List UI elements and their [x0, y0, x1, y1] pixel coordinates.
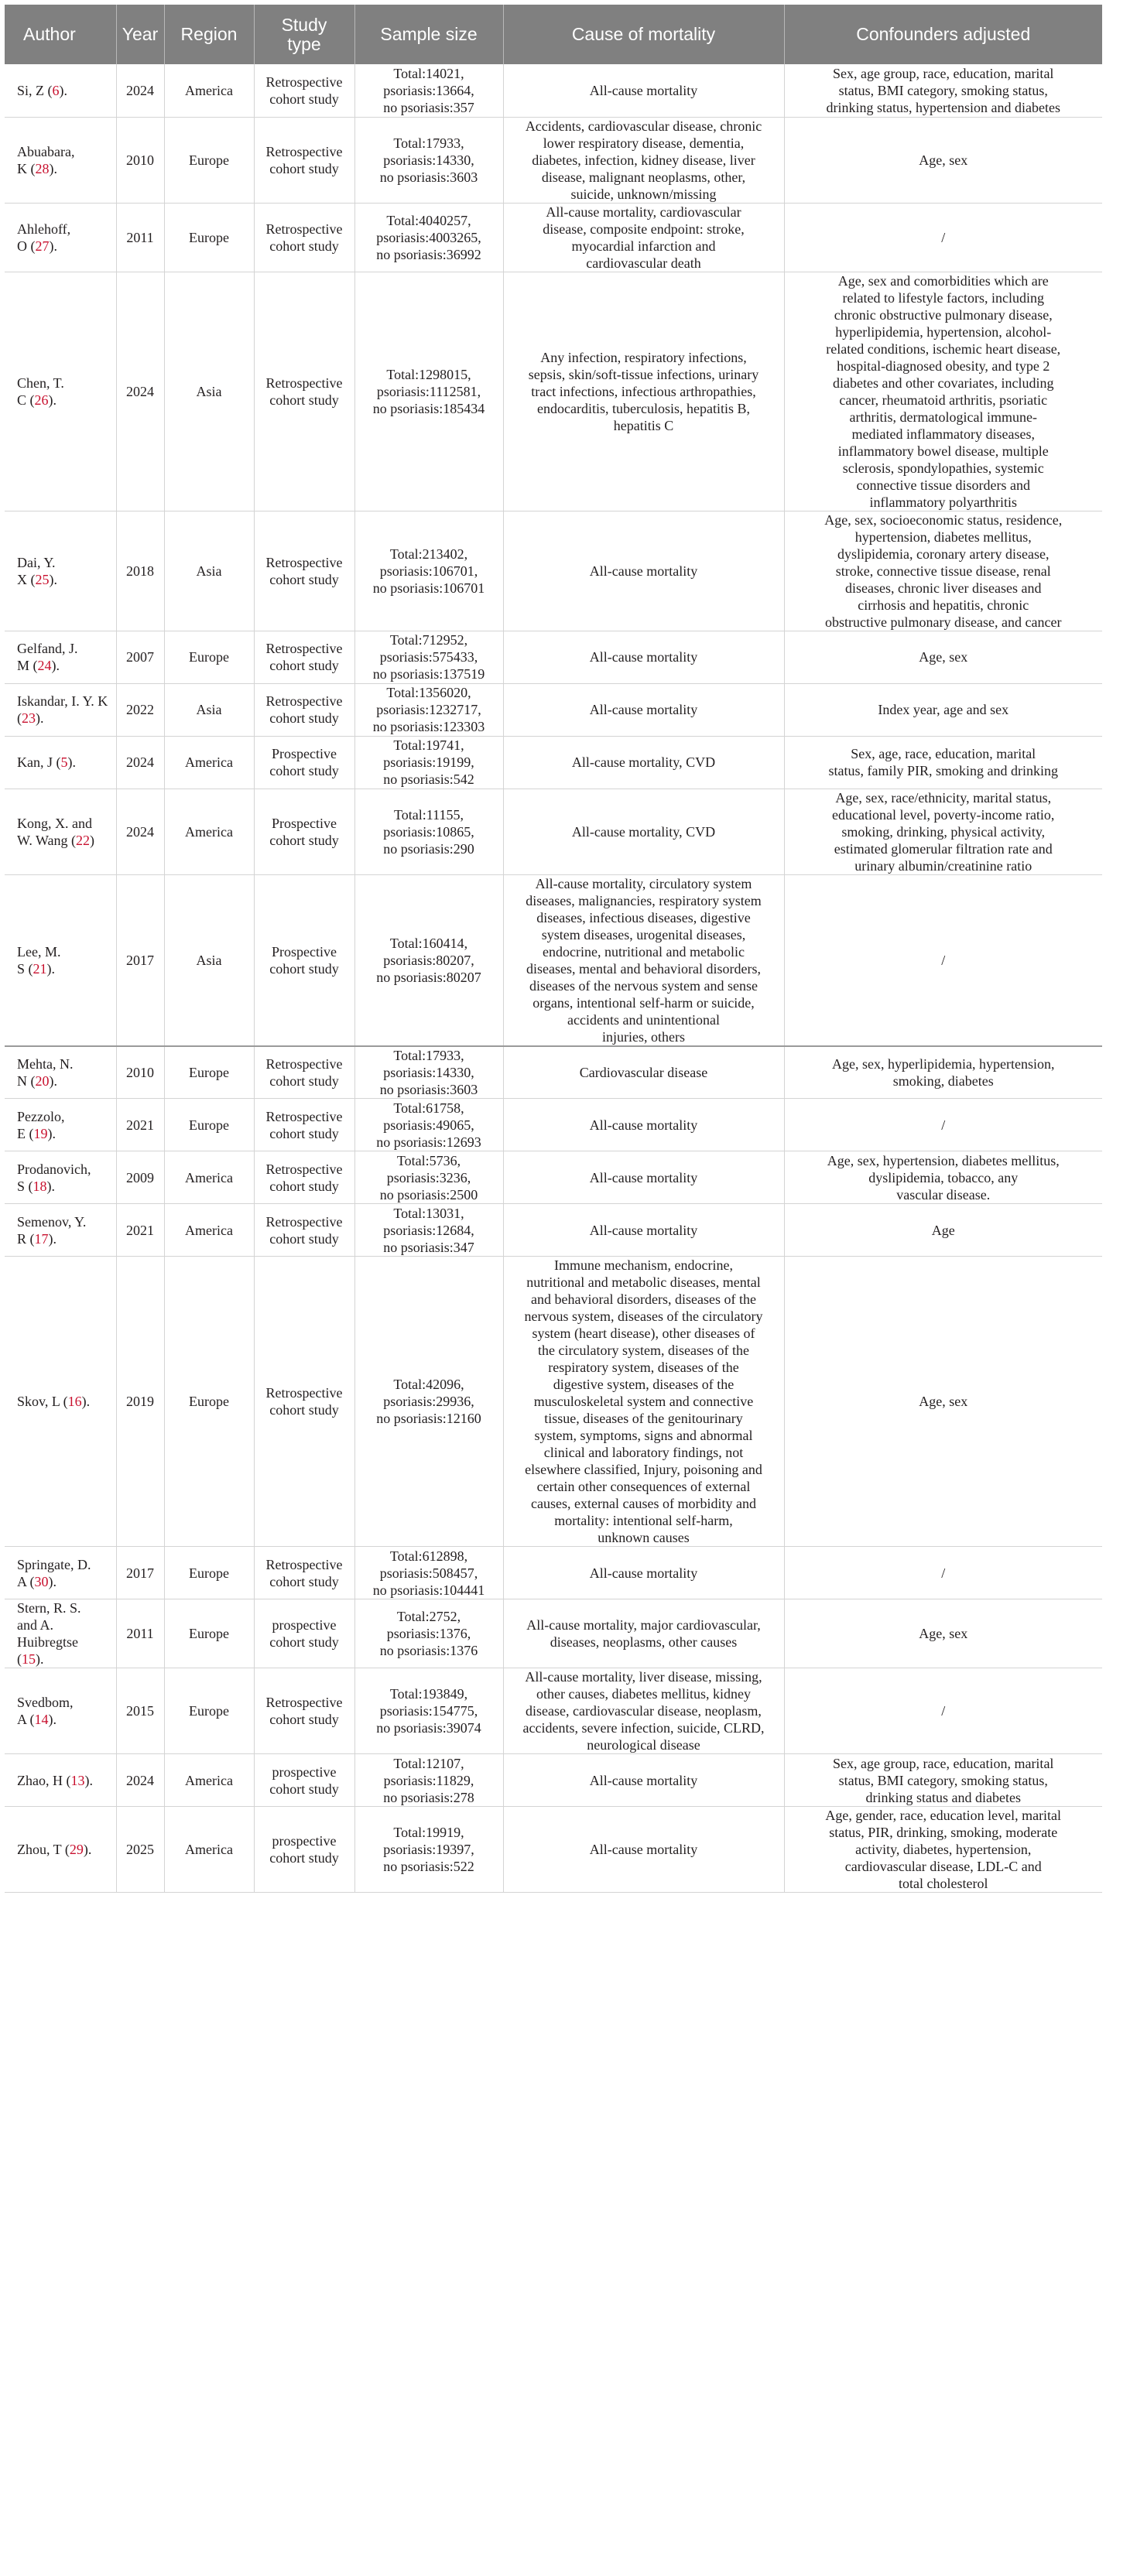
cell-cause-of-mortality: All-cause mortality	[503, 1754, 784, 1807]
cell-confounders: Age, sex, hyperlipidemia, hypertension, smoking, diabetes	[784, 1046, 1102, 1099]
column-header-sample-size: Sample size	[354, 5, 503, 64]
author-suffix: ).	[48, 1573, 56, 1589]
cell-cause-of-mortality: All-cause mortality	[503, 1099, 784, 1151]
cell-confounders: Index year, age and sex	[784, 683, 1102, 736]
reference-link[interactable]: 15	[22, 1651, 36, 1667]
cell-region: America	[164, 736, 254, 789]
cell-confounders: Age, sex	[784, 1599, 1102, 1668]
cell-sample-size: Total:61758, psoriasis:49065, no psoriasis:12693	[354, 1099, 503, 1151]
cell-author	[5, 1204, 116, 1257]
cell-cause-of-mortality: Cardiovascular disease	[503, 1046, 784, 1099]
cell-study-type: Retrospective cohort study	[254, 1547, 354, 1599]
cell-sample-size: Total:13031, psoriasis:12684, no psoriasis:347	[354, 1204, 503, 1257]
cell-author	[5, 1151, 116, 1204]
cell-confounders: /	[784, 1668, 1102, 1754]
reference-link[interactable]: 17	[34, 1230, 49, 1247]
cell-region: Europe	[164, 1668, 254, 1754]
cell-sample-size: Total:42096, psoriasis:29936, no psoriasis:12160	[354, 1257, 503, 1547]
reference-link[interactable]: 22	[76, 832, 91, 848]
table-row	[5, 1754, 1102, 1807]
author-name: Prodanovich, S (	[17, 1161, 91, 1194]
table-body	[5, 64, 1102, 1893]
cell-author	[5, 1668, 116, 1754]
author-suffix: ).	[48, 1712, 56, 1727]
cell-cause-of-mortality: All-cause mortality, circulatory system diseases, malignancies, respiratory system diseases, infectious diseases, digestive system diseases, urogenital diseases, endocrine, nutritional and metabolic diseases, mental and behavioral disorders, diseases of the nervous system and sense organs, intentional self-harm or suicide, accidents and unintentional injuries, others	[503, 874, 784, 1046]
cell-cause-of-mortality: All-cause mortality	[503, 1151, 784, 1204]
cell-confounders: Age, sex and comorbidities which are related to lifestyle factors, including chronic obstructive pulmonary disease, hyperlipidemia, hypertension, alcohol- related conditions, ischemic heart disease, hospital-diagnosed obesity, and type 2 diabetes and other covariates, including cancer, rheumatoid arthritis, psoriatic arthritis, dermatological immune- mediated inflammatory diseases, inflammatory bowel disease, multiple sclerosis, spondylopathies, systemic connective tissue disorders and inflammatory polyarthritis	[784, 272, 1102, 511]
cell-author	[5, 1046, 116, 1099]
reference-link[interactable]: 5	[60, 754, 68, 770]
column-header-study-type: Study type	[254, 5, 354, 64]
author-name: Svedbom, A (	[17, 1695, 74, 1727]
table-row	[5, 1807, 1102, 1893]
cell-study-type: Retrospective cohort study	[254, 64, 354, 117]
table-header-row	[5, 5, 1102, 64]
cell-author	[5, 64, 116, 117]
author-suffix: ).	[49, 238, 57, 254]
cell-year: 2015	[116, 1668, 164, 1754]
author-name: Ahlehoff, O (	[17, 221, 71, 254]
reference-link[interactable]: 20	[35, 1072, 50, 1089]
author-suffix: ).	[49, 1072, 57, 1089]
cell-year: 2024	[116, 789, 164, 874]
cell-author	[5, 631, 116, 683]
cell-study-type: Retrospective cohort study	[254, 203, 354, 272]
cell-confounders: /	[784, 203, 1102, 272]
reference-link[interactable]: 29	[69, 1842, 84, 1857]
cell-author	[5, 1599, 116, 1668]
cell-author	[5, 789, 116, 874]
cell-confounders: /	[784, 874, 1102, 1046]
cell-region: America	[164, 1754, 254, 1807]
cell-year: 2017	[116, 1547, 164, 1599]
author-suffix: ).	[36, 1651, 44, 1667]
cell-year: 2007	[116, 631, 164, 683]
cell-sample-size: Total:2752, psoriasis:1376, no psoriasis:1376	[354, 1599, 503, 1668]
cell-author	[5, 683, 116, 736]
column-header-year: Year	[116, 5, 164, 64]
cell-study-type: Retrospective cohort study	[254, 1151, 354, 1204]
cell-author	[5, 1547, 116, 1599]
author-suffix: )	[90, 832, 95, 848]
cell-sample-size: Total:1356020, psoriasis:1232717, no psoriasis:123303	[354, 683, 503, 736]
cell-confounders: Age, sex, hypertension, diabetes mellitus, dyslipidemia, tobacco, any vascular disease.	[784, 1151, 1102, 1204]
cell-study-type: Retrospective cohort study	[254, 511, 354, 631]
author-name: Lee, M. S (	[17, 943, 61, 977]
cell-year: 2021	[116, 1099, 164, 1151]
author-suffix: ).	[48, 1230, 56, 1247]
reference-link[interactable]: 16	[67, 1394, 82, 1409]
cell-region: Asia	[164, 874, 254, 1046]
cell-confounders: /	[784, 1099, 1102, 1151]
cell-study-type: Retrospective cohort study	[254, 272, 354, 511]
author-name: Gelfand, J. M (	[17, 641, 78, 673]
reference-link[interactable]: 26	[34, 392, 49, 408]
author-name: Zhao, H (	[17, 1772, 71, 1788]
author-name: Stern, R. S. and A. Huibregtse (	[17, 1600, 81, 1667]
cell-cause-of-mortality: All-cause mortality	[503, 1547, 784, 1599]
cell-confounders: Sex, age group, race, education, marital status, BMI category, smoking status, drinking status and diabetes	[784, 1754, 1102, 1807]
author-suffix: ).	[36, 710, 44, 726]
column-header-region: Region	[164, 5, 254, 64]
cell-year: 2010	[116, 117, 164, 203]
table-row	[5, 272, 1102, 511]
cell-study-type: Prospective cohort study	[254, 736, 354, 789]
cell-cause-of-mortality: All-cause mortality	[503, 631, 784, 683]
table-row	[5, 1547, 1102, 1599]
cell-study-type: prospective cohort study	[254, 1807, 354, 1893]
cell-year: 2024	[116, 736, 164, 789]
cell-study-type: Retrospective cohort study	[254, 631, 354, 683]
cell-study-type: Retrospective cohort study	[254, 1257, 354, 1547]
table-row	[5, 1668, 1102, 1754]
cell-confounders: Age, gender, race, education level, marital status, PIR, drinking, smoking, moderate activity, diabetes, hypertension, cardiovascular disease, LDL-C and total cholesterol	[784, 1807, 1102, 1893]
cell-sample-size: Total:213402, psoriasis:106701, no psoriasis:106701	[354, 511, 503, 631]
table-row	[5, 874, 1102, 1046]
table-row	[5, 64, 1102, 117]
cell-study-type: Retrospective cohort study	[254, 683, 354, 736]
cell-sample-size: Total:4040257, psoriasis:4003265, no psoriasis:36992	[354, 203, 503, 272]
table-row	[5, 1151, 1102, 1204]
author-suffix: ).	[51, 658, 60, 673]
cell-confounders: Age, sex	[784, 631, 1102, 683]
table-row	[5, 1257, 1102, 1547]
cell-study-type: Retrospective cohort study	[254, 117, 354, 203]
reference-link[interactable]: 6	[52, 82, 60, 98]
cell-year: 2011	[116, 203, 164, 272]
author-suffix: ).	[49, 571, 57, 587]
cell-study-type: Retrospective cohort study	[254, 1046, 354, 1099]
cell-year: 2010	[116, 1046, 164, 1099]
cell-region: Europe	[164, 1099, 254, 1151]
cell-cause-of-mortality: All-cause mortality, CVD	[503, 736, 784, 789]
cell-confounders: Age	[784, 1204, 1102, 1257]
cell-confounders: Sex, age group, race, education, marital status, BMI category, smoking status, drinking status, hypertension and diabetes	[784, 64, 1102, 117]
cell-study-type: prospective cohort study	[254, 1754, 354, 1807]
cell-cause-of-mortality: Immune mechanism, endocrine, nutritional and metabolic diseases, mental and behavioral disorders, diseases of the nervous system, diseases of the circulatory system (heart disease), other diseases of the circulatory system, diseases of the respiratory system, diseases of the digestive system, diseases of the musculoskeletal system and connective tissue, diseases of the genitourinary system, symptoms, signs and abnormal clinical and laboratory findings, not elsewhere classified, Injury, poisoning and certain other consequences of external causes, external causes of morbidity and mortality: intentional self-harm, unknown causes	[503, 1257, 784, 1547]
cell-region: Europe	[164, 1257, 254, 1547]
cell-sample-size: Total:12107, psoriasis:11829, no psoriasis:278	[354, 1754, 503, 1807]
author-name: Kong, X. and W. Wang (	[17, 815, 92, 848]
reference-link[interactable]: 18	[33, 1178, 47, 1194]
cell-cause-of-mortality: Any infection, respiratory infections, sepsis, skin/soft-tissue infections, urinary tract infections, infectious arthropathies, endocarditis, tuberculosis, hepatitis B, hepatitis C	[503, 272, 784, 511]
cell-region: Europe	[164, 1599, 254, 1668]
author-suffix: ).	[83, 1842, 92, 1857]
cell-study-type: Retrospective cohort study	[254, 1099, 354, 1151]
table-row	[5, 511, 1102, 631]
cell-region: America	[164, 64, 254, 117]
cell-confounders: Age, sex, race/ethnicity, marital status, educational level, poverty-income ratio, smoking, drinking, physical activity, estimated glomerular filtration rate and urinary albumin/creatinine ratio	[784, 789, 1102, 874]
cell-cause-of-mortality: All-cause mortality, liver disease, missing, other causes, diabetes mellitus, kidney disease, cardiovascular disease, neoplasm, accidents, severe infection, suicide, CLRD, neurological disease	[503, 1668, 784, 1754]
column-header-cause-of-mortality: Cause of mortality	[503, 5, 784, 64]
author-name: Semenov, Y. R (	[17, 1213, 87, 1247]
author-name: Abuabara, K (	[17, 143, 75, 176]
cell-region: Europe	[164, 631, 254, 683]
cell-author	[5, 1257, 116, 1547]
table-row	[5, 631, 1102, 683]
table-row	[5, 789, 1102, 874]
cell-study-type: Retrospective cohort study	[254, 1668, 354, 1754]
reference-link[interactable]: 23	[22, 710, 36, 726]
cell-confounders: Age, sex	[784, 1257, 1102, 1547]
author-suffix: ).	[67, 754, 76, 770]
author-name: Iskandar, I. Y. K (	[17, 693, 108, 726]
cell-confounders: /	[784, 1547, 1102, 1599]
cell-sample-size: Total:17933, psoriasis:14330, no psoriasis:3603	[354, 1046, 503, 1099]
table-row	[5, 1099, 1102, 1151]
cell-sample-size: Total:160414, psoriasis:80207, no psoriasis:80207	[354, 874, 503, 1046]
cell-year: 2024	[116, 64, 164, 117]
cell-region: Asia	[164, 683, 254, 736]
table-row	[5, 1046, 1102, 1099]
cell-sample-size: Total:612898, psoriasis:508457, no psoriasis:104441	[354, 1547, 503, 1599]
author-suffix: ).	[49, 160, 57, 176]
cell-region: Europe	[164, 1046, 254, 1099]
author-name: Pezzolo, E (	[17, 1108, 65, 1141]
cell-author	[5, 874, 116, 1046]
cell-region: Europe	[164, 117, 254, 203]
cell-cause-of-mortality: All-cause mortality	[503, 683, 784, 736]
cell-year: 2021	[116, 1204, 164, 1257]
cell-cause-of-mortality: Accidents, cardiovascular disease, chronic lower respiratory disease, dementia, diabetes, infection, kidney disease, liver disease, malignant neoplasms, other, suicide, unknown/missing	[503, 117, 784, 203]
cell-region: Asia	[164, 272, 254, 511]
cell-cause-of-mortality: All-cause mortality, cardiovascular disease, composite endpoint: stroke, myocardial infarction and cardiovascular death	[503, 203, 784, 272]
table-row	[5, 683, 1102, 736]
author-name: Kan, J (	[17, 754, 61, 770]
cell-confounders: Age, sex, socioeconomic status, residence, hypertension, diabetes mellitus, dyslipidemia, coronary artery disease, stroke, connective tissue disease, renal diseases, chronic liver diseases and cirrhosis and hepatitis, chronic obstructive pulmonary disease, and cancer	[784, 511, 1102, 631]
reference-link[interactable]: 21	[33, 960, 47, 977]
cell-cause-of-mortality: All-cause mortality, major cardiovascular, diseases, neoplasms, other causes	[503, 1599, 784, 1668]
cell-author	[5, 272, 116, 511]
cell-sample-size: Total:1298015, psoriasis:1112581, no psoriasis:185434	[354, 272, 503, 511]
author-name: Skov, L (	[17, 1394, 68, 1409]
cell-year: 2009	[116, 1151, 164, 1204]
cell-year: 2024	[116, 272, 164, 511]
cell-sample-size: Total:19919, psoriasis:19397, no psoriasis:522	[354, 1807, 503, 1893]
cell-region: America	[164, 1151, 254, 1204]
reference-link[interactable]: 24	[37, 658, 52, 673]
author-suffix: ).	[84, 1772, 93, 1788]
author-name: Mehta, N. N (	[17, 1055, 74, 1089]
cell-study-type: Prospective cohort study	[254, 789, 354, 874]
reference-link[interactable]: 27	[35, 238, 50, 254]
reference-link[interactable]: 14	[34, 1712, 49, 1727]
cell-author	[5, 736, 116, 789]
reference-link[interactable]: 25	[35, 571, 50, 587]
cell-cause-of-mortality: All-cause mortality	[503, 511, 784, 631]
table-row	[5, 117, 1102, 203]
cell-sample-size: Total:712952, psoriasis:575433, no psoriasis:137519	[354, 631, 503, 683]
cell-author	[5, 511, 116, 631]
cell-study-type: Retrospective cohort study	[254, 1204, 354, 1257]
cell-author	[5, 1807, 116, 1893]
cell-cause-of-mortality: All-cause mortality	[503, 64, 784, 117]
cell-confounders: Age, sex	[784, 117, 1102, 203]
cell-year: 2019	[116, 1257, 164, 1547]
author-name: Springate, D. A (	[17, 1556, 91, 1589]
cell-region: America	[164, 1204, 254, 1257]
column-header-confounders: Confounders adjusted	[784, 5, 1102, 64]
table-row	[5, 203, 1102, 272]
cell-region: Europe	[164, 1547, 254, 1599]
cell-author	[5, 117, 116, 203]
cell-year: 2025	[116, 1807, 164, 1893]
cell-sample-size: Total:193849, psoriasis:154775, no psoriasis:39074	[354, 1668, 503, 1754]
cell-sample-size: Total:19741, psoriasis:19199, no psoriasis:542	[354, 736, 503, 789]
cell-sample-size: Total:17933, psoriasis:14330, no psoriasis:3603	[354, 117, 503, 203]
author-name: Dai, Y. X (	[17, 554, 56, 587]
author-suffix: ).	[46, 1178, 56, 1194]
author-suffix: ).	[81, 1394, 91, 1409]
cell-region: Asia	[164, 511, 254, 631]
column-header-author: Author	[5, 5, 116, 64]
cell-author	[5, 1099, 116, 1151]
cell-region: America	[164, 1807, 254, 1893]
cell-author	[5, 203, 116, 272]
cell-cause-of-mortality: All-cause mortality	[503, 1807, 784, 1893]
cell-cause-of-mortality: All-cause mortality	[503, 1204, 784, 1257]
cell-year: 2017	[116, 874, 164, 1046]
author-suffix: ).	[46, 960, 56, 977]
reference-link[interactable]: 19	[33, 1125, 48, 1141]
reference-link[interactable]: 28	[35, 160, 50, 176]
author-name: Si, Z (	[17, 82, 53, 98]
table-row	[5, 1599, 1102, 1668]
cell-author	[5, 1754, 116, 1807]
table-row	[5, 1204, 1102, 1257]
cell-region: Europe	[164, 203, 254, 272]
reference-link[interactable]: 13	[70, 1772, 85, 1788]
reference-link[interactable]: 30	[34, 1573, 49, 1589]
cell-cause-of-mortality: All-cause mortality, CVD	[503, 789, 784, 874]
author-suffix: ).	[47, 1125, 56, 1141]
cell-confounders: Sex, age, race, education, marital status, family PIR, smoking and drinking	[784, 736, 1102, 789]
cell-study-type: Prospective cohort study	[254, 874, 354, 1046]
cell-study-type: prospective cohort study	[254, 1599, 354, 1668]
author-name: Zhou, T (	[17, 1842, 70, 1857]
author-suffix: ).	[59, 82, 68, 98]
cell-region: America	[164, 789, 254, 874]
cell-sample-size: Total:14021, psoriasis:13664, no psoriasis:357	[354, 64, 503, 117]
cell-year: 2011	[116, 1599, 164, 1668]
cell-sample-size: Total:11155, psoriasis:10865, no psoriasis:290	[354, 789, 503, 874]
cell-year: 2024	[116, 1754, 164, 1807]
cell-sample-size: Total:5736, psoriasis:3236, no psoriasis:2500	[354, 1151, 503, 1204]
author-suffix: ).	[48, 392, 56, 408]
table-row	[5, 736, 1102, 789]
author-name: Chen, T. C (	[17, 375, 64, 408]
cell-year: 2018	[116, 511, 164, 631]
cell-year: 2022	[116, 683, 164, 736]
studies-table	[5, 5, 1102, 1893]
